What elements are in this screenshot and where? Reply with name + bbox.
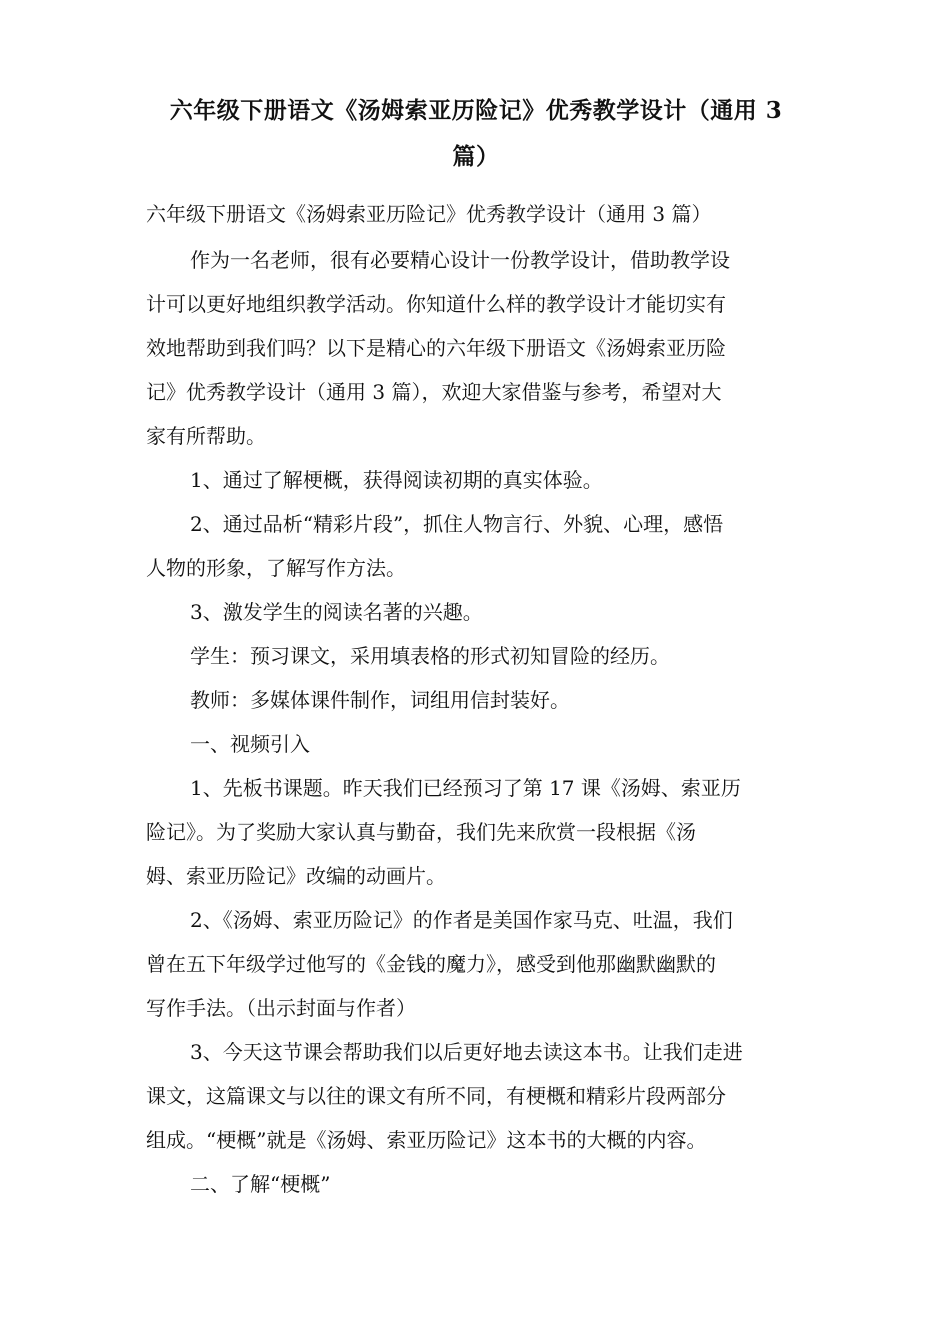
body-line: 学生：预习课文，采用填表格的形式初知冒险的经历。	[190, 644, 670, 668]
body-line: 曾在五下年级学过他写的《金钱的魔力》，感受到他那幽默幽默的	[146, 952, 716, 976]
title-line-2: 篇）	[452, 143, 500, 170]
title-line-1: 六年级下册语文《汤姆索亚历险记》优秀教学设计（通用 3	[169, 97, 783, 124]
body-line: 教师：多媒体课件制作，词组用信封装好。	[190, 688, 570, 712]
body-line: 二、了解“梗概”	[190, 1172, 331, 1196]
body-line: 姆、索亚历险记》改编的动画片。	[146, 864, 446, 888]
body-line: 人物的形象，了解写作方法。	[146, 556, 406, 580]
body-line: 1、通过了解梗概，获得阅读初期的真实体验。	[190, 468, 603, 492]
document-title	[146, 88, 806, 180]
body-line: 2、《汤姆、索亚历险记》的作者是美国作家马克、吐温，我们	[190, 908, 733, 932]
body-line: 2、通过品析“精彩片段”，抓住人物言行、外貌、心理，感悟	[190, 512, 724, 536]
body-line: 效地帮助到我们吗？以下是精心的六年级下册语文《汤姆索亚历险	[146, 336, 726, 360]
body-line: 计可以更好地组织教学活动。你知道什么样的教学设计才能切实有	[146, 292, 726, 316]
body-line: 一、视频引入	[190, 732, 310, 756]
body-line: 3、今天这节课会帮助我们以后更好地去读这本书。让我们走进	[190, 1040, 743, 1064]
document-subtitle: 六年级下册语文《汤姆索亚历险记》优秀教学设计（通用 3 篇）	[146, 202, 712, 226]
body-line: 1、先板书课题。昨天我们已经预习了第 17 课《汤姆、索亚历	[190, 776, 741, 800]
body-line: 课文，这篇课文与以往的课文有所不同，有梗概和精彩片段两部分	[146, 1084, 726, 1108]
body-line: 组成。“梗概”就是《汤姆、索亚历险记》这本书的大概的内容。	[146, 1128, 707, 1152]
body-line: 记》优秀教学设计（通用 3 篇），欢迎大家借鉴与参考，希望对大	[146, 380, 722, 404]
body-line: 险记》。为了奖励大家认真与勤奋，我们先来欣赏一段根据《汤	[146, 820, 696, 844]
body-line: 家有所帮助。	[146, 424, 266, 448]
body-line: 作为一名老师，很有必要精心设计一份教学设计，借助教学设	[190, 248, 730, 272]
document-page	[146, 88, 806, 1206]
body-line: 写作手法。（出示封面与作者）	[146, 996, 416, 1020]
body-line: 3、激发学生的阅读名著的兴趣。	[190, 600, 483, 624]
document-body	[146, 238, 806, 1206]
